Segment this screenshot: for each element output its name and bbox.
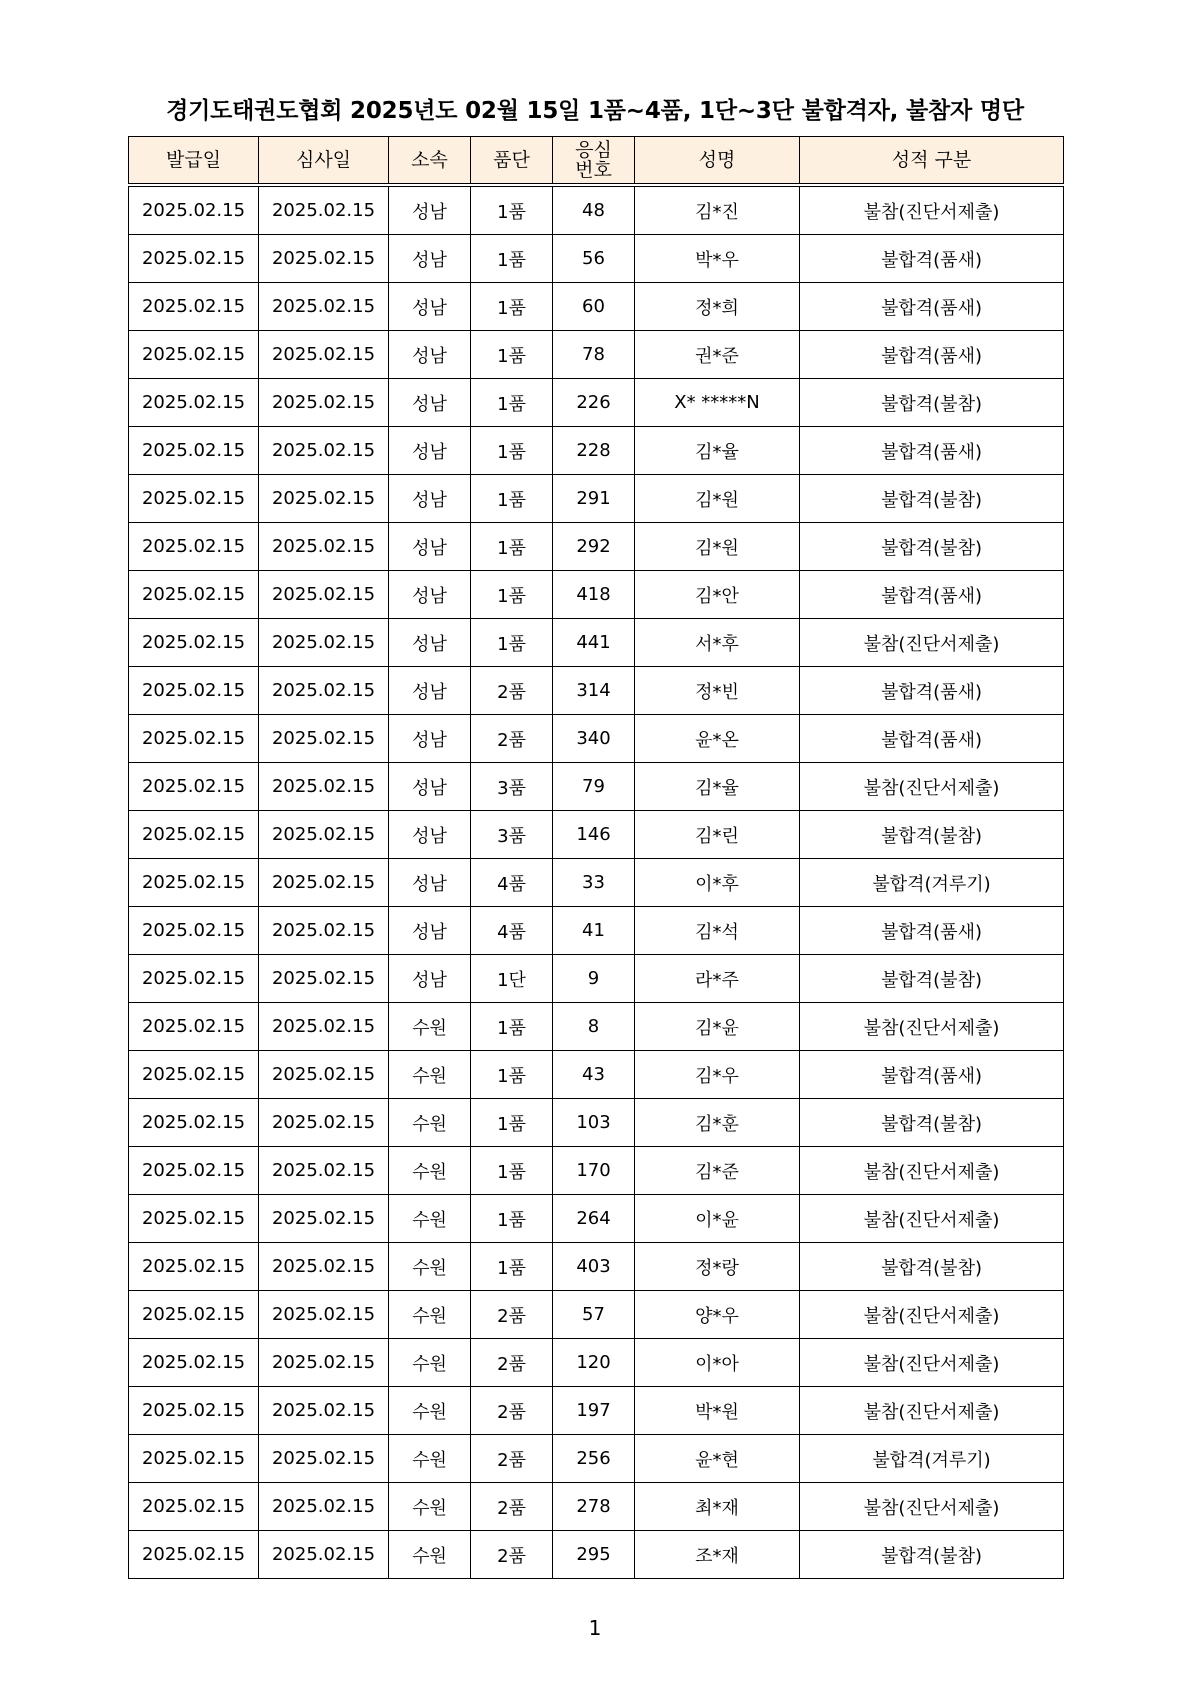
column-header-col-exam-number: 응심 번호 — [553, 137, 635, 186]
cell-rank: 2품 — [471, 1339, 553, 1387]
cell-exam-date: 2025.02.15 — [259, 763, 389, 811]
cell-affiliation: 수원 — [389, 1435, 471, 1483]
cell-result: 불합격(불참) — [800, 475, 1064, 523]
cell-issue-date: 2025.02.15 — [129, 1483, 259, 1531]
cell-issue-date: 2025.02.15 — [129, 379, 259, 427]
cell-exam-number: 48 — [553, 185, 635, 235]
cell-exam-date: 2025.02.15 — [259, 427, 389, 475]
cell-exam-date: 2025.02.15 — [259, 811, 389, 859]
cell-issue-date: 2025.02.15 — [129, 185, 259, 235]
cell-affiliation: 수원 — [389, 1483, 471, 1531]
cell-exam-date: 2025.02.15 — [259, 1195, 389, 1243]
cell-rank: 1품 — [471, 331, 553, 379]
table-row — [129, 1483, 1064, 1531]
cell-name: 이*아 — [635, 1339, 800, 1387]
cell-issue-date: 2025.02.15 — [129, 1147, 259, 1195]
cell-result: 불합격(불참) — [800, 955, 1064, 1003]
cell-issue-date: 2025.02.15 — [129, 859, 259, 907]
column-header-col-exam-date: 심사일 — [259, 137, 389, 186]
cell-exam-date: 2025.02.15 — [259, 715, 389, 763]
cell-exam-number: 60 — [553, 283, 635, 331]
cell-result: 불합격(품새) — [800, 283, 1064, 331]
cell-rank: 3품 — [471, 763, 553, 811]
cell-exam-number: 403 — [553, 1243, 635, 1291]
cell-exam-date: 2025.02.15 — [259, 1051, 389, 1099]
cell-rank: 4품 — [471, 859, 553, 907]
cell-rank: 1품 — [471, 185, 553, 235]
cell-result: 불참(진단서제출) — [800, 1147, 1064, 1195]
cell-name: 박*원 — [635, 1387, 800, 1435]
cell-rank: 1품 — [471, 379, 553, 427]
cell-exam-date: 2025.02.15 — [259, 571, 389, 619]
cell-name: 김*윤 — [635, 1003, 800, 1051]
cell-name: 양*우 — [635, 1291, 800, 1339]
cell-exam-date: 2025.02.15 — [259, 859, 389, 907]
cell-exam-number: 292 — [553, 523, 635, 571]
cell-result: 불합격(불참) — [800, 1531, 1064, 1579]
cell-affiliation: 성남 — [389, 379, 471, 427]
table-row — [129, 1099, 1064, 1147]
cell-name: 김*석 — [635, 907, 800, 955]
cell-affiliation: 성남 — [389, 859, 471, 907]
cell-exam-date: 2025.02.15 — [259, 379, 389, 427]
cell-rank: 1품 — [471, 235, 553, 283]
cell-rank: 1품 — [471, 283, 553, 331]
cell-issue-date: 2025.02.15 — [129, 571, 259, 619]
cell-issue-date: 2025.02.15 — [129, 331, 259, 379]
cell-exam-date: 2025.02.15 — [259, 1147, 389, 1195]
table-row — [129, 571, 1064, 619]
cell-affiliation: 성남 — [389, 907, 471, 955]
cell-result: 불합격(불참) — [800, 379, 1064, 427]
table-row — [129, 427, 1064, 475]
table-row — [129, 955, 1064, 1003]
cell-name: 정*희 — [635, 283, 800, 331]
cell-affiliation: 성남 — [389, 811, 471, 859]
page-number: 1 — [588, 1616, 602, 1640]
cell-exam-number: 57 — [553, 1291, 635, 1339]
cell-name: 김*훈 — [635, 1099, 800, 1147]
cell-result: 불합격(겨루기) — [800, 859, 1064, 907]
cell-affiliation: 수원 — [389, 1195, 471, 1243]
cell-exam-date: 2025.02.15 — [259, 1339, 389, 1387]
cell-result: 불합격(겨루기) — [800, 1435, 1064, 1483]
cell-affiliation: 성남 — [389, 475, 471, 523]
cell-rank: 2품 — [471, 1483, 553, 1531]
cell-affiliation: 수원 — [389, 1291, 471, 1339]
cell-affiliation: 성남 — [389, 763, 471, 811]
table-row — [129, 1339, 1064, 1387]
cell-exam-date: 2025.02.15 — [259, 1243, 389, 1291]
cell-result: 불합격(불참) — [800, 1243, 1064, 1291]
cell-result: 불참(진단서제출) — [800, 1003, 1064, 1051]
column-header-col-result: 성적 구분 — [800, 137, 1064, 186]
cell-rank: 3품 — [471, 811, 553, 859]
cell-exam-number: 256 — [553, 1435, 635, 1483]
cell-exam-number: 228 — [553, 427, 635, 475]
cell-name: X* *****N — [635, 379, 800, 427]
cell-result: 불합격(불참) — [800, 811, 1064, 859]
cell-affiliation: 수원 — [389, 1003, 471, 1051]
table-header-row — [129, 137, 1064, 186]
cell-affiliation: 성남 — [389, 427, 471, 475]
table-row — [129, 811, 1064, 859]
cell-issue-date: 2025.02.15 — [129, 619, 259, 667]
cell-result: 불합격(품새) — [800, 715, 1064, 763]
cell-exam-date: 2025.02.15 — [259, 1291, 389, 1339]
table-row — [129, 1435, 1064, 1483]
cell-exam-date: 2025.02.15 — [259, 235, 389, 283]
cell-name: 김*린 — [635, 811, 800, 859]
cell-issue-date: 2025.02.15 — [129, 1195, 259, 1243]
table-row — [129, 235, 1064, 283]
table-row — [129, 185, 1064, 235]
cell-rank: 2품 — [471, 1435, 553, 1483]
table-row — [129, 379, 1064, 427]
cell-exam-number: 197 — [553, 1387, 635, 1435]
table-row — [129, 523, 1064, 571]
cell-exam-number: 8 — [553, 1003, 635, 1051]
cell-exam-date: 2025.02.15 — [259, 283, 389, 331]
table-row — [129, 619, 1064, 667]
cell-name: 박*우 — [635, 235, 800, 283]
cell-exam-number: 264 — [553, 1195, 635, 1243]
cell-exam-number: 314 — [553, 667, 635, 715]
cell-result: 불합격(품새) — [800, 571, 1064, 619]
cell-rank: 1품 — [471, 1051, 553, 1099]
cell-result: 불합격(품새) — [800, 667, 1064, 715]
cell-result: 불합격(품새) — [800, 907, 1064, 955]
cell-rank: 2품 — [471, 715, 553, 763]
cell-exam-number: 41 — [553, 907, 635, 955]
cell-result: 불참(진단서제출) — [800, 763, 1064, 811]
table-row — [129, 859, 1064, 907]
table-row — [129, 1195, 1064, 1243]
cell-exam-number: 441 — [553, 619, 635, 667]
cell-issue-date: 2025.02.15 — [129, 1003, 259, 1051]
cell-rank: 1품 — [471, 523, 553, 571]
cell-affiliation: 성남 — [389, 283, 471, 331]
cell-name: 김*원 — [635, 475, 800, 523]
cell-name: 최*재 — [635, 1483, 800, 1531]
cell-exam-date: 2025.02.15 — [259, 1387, 389, 1435]
table-body — [129, 185, 1064, 1579]
cell-rank: 1품 — [471, 571, 553, 619]
cell-name: 라*주 — [635, 955, 800, 1003]
cell-affiliation: 성남 — [389, 235, 471, 283]
cell-exam-number: 295 — [553, 1531, 635, 1579]
cell-exam-number: 79 — [553, 763, 635, 811]
cell-exam-date: 2025.02.15 — [259, 1003, 389, 1051]
cell-name: 이*후 — [635, 859, 800, 907]
roster-table — [128, 136, 1064, 1579]
cell-exam-date: 2025.02.15 — [259, 523, 389, 571]
cell-affiliation: 수원 — [389, 1243, 471, 1291]
cell-name: 윤*현 — [635, 1435, 800, 1483]
cell-exam-date: 2025.02.15 — [259, 475, 389, 523]
cell-result: 불참(진단서제출) — [800, 1339, 1064, 1387]
cell-exam-number: 418 — [553, 571, 635, 619]
cell-issue-date: 2025.02.15 — [129, 475, 259, 523]
cell-exam-date: 2025.02.15 — [259, 1483, 389, 1531]
cell-exam-date: 2025.02.15 — [259, 1099, 389, 1147]
cell-rank: 2품 — [471, 1387, 553, 1435]
cell-exam-number: 78 — [553, 331, 635, 379]
cell-affiliation: 성남 — [389, 619, 471, 667]
cell-exam-number: 146 — [553, 811, 635, 859]
table-row — [129, 763, 1064, 811]
cell-name: 윤*온 — [635, 715, 800, 763]
cell-exam-number: 278 — [553, 1483, 635, 1531]
cell-issue-date: 2025.02.15 — [129, 235, 259, 283]
cell-issue-date: 2025.02.15 — [129, 1387, 259, 1435]
cell-exam-date: 2025.02.15 — [259, 955, 389, 1003]
cell-name: 김*안 — [635, 571, 800, 619]
cell-name: 김*율 — [635, 763, 800, 811]
cell-name: 김*우 — [635, 1051, 800, 1099]
cell-exam-date: 2025.02.15 — [259, 667, 389, 715]
table-row — [129, 1291, 1064, 1339]
cell-name: 정*빈 — [635, 667, 800, 715]
cell-exam-date: 2025.02.15 — [259, 619, 389, 667]
page-title: 경기도태권도협회 2025년도 02월 15일 1품~4품, 1단~3단 불합격자, 불참자 명단 — [166, 98, 1024, 124]
table-row — [129, 907, 1064, 955]
cell-rank: 1품 — [471, 1195, 553, 1243]
cell-affiliation: 수원 — [389, 1147, 471, 1195]
cell-exam-number: 226 — [553, 379, 635, 427]
cell-issue-date: 2025.02.15 — [129, 1291, 259, 1339]
table-row — [129, 1051, 1064, 1099]
cell-result: 불참(진단서제출) — [800, 1195, 1064, 1243]
cell-rank: 1품 — [471, 1099, 553, 1147]
cell-exam-number: 103 — [553, 1099, 635, 1147]
cell-rank: 1품 — [471, 475, 553, 523]
table-row — [129, 1243, 1064, 1291]
cell-exam-number: 56 — [553, 235, 635, 283]
cell-rank: 1품 — [471, 427, 553, 475]
cell-result: 불합격(품새) — [800, 235, 1064, 283]
cell-result: 불합격(품새) — [800, 331, 1064, 379]
cell-exam-number: 120 — [553, 1339, 635, 1387]
cell-issue-date: 2025.02.15 — [129, 763, 259, 811]
cell-issue-date: 2025.02.15 — [129, 1051, 259, 1099]
cell-rank: 2품 — [471, 1291, 553, 1339]
cell-exam-number: 9 — [553, 955, 635, 1003]
cell-exam-number: 291 — [553, 475, 635, 523]
cell-issue-date: 2025.02.15 — [129, 1099, 259, 1147]
cell-affiliation: 수원 — [389, 1387, 471, 1435]
cell-result: 불합격(불참) — [800, 1099, 1064, 1147]
cell-name: 권*준 — [635, 331, 800, 379]
cell-affiliation: 수원 — [389, 1099, 471, 1147]
cell-name: 김*진 — [635, 185, 800, 235]
cell-rank: 4품 — [471, 907, 553, 955]
cell-affiliation: 수원 — [389, 1339, 471, 1387]
cell-name: 조*재 — [635, 1531, 800, 1579]
table-row — [129, 331, 1064, 379]
cell-issue-date: 2025.02.15 — [129, 283, 259, 331]
cell-affiliation: 성남 — [389, 715, 471, 763]
cell-issue-date: 2025.02.15 — [129, 1435, 259, 1483]
cell-name: 서*후 — [635, 619, 800, 667]
cell-name: 이*윤 — [635, 1195, 800, 1243]
cell-issue-date: 2025.02.15 — [129, 715, 259, 763]
cell-rank: 1단 — [471, 955, 553, 1003]
cell-issue-date: 2025.02.15 — [129, 811, 259, 859]
table-row — [129, 667, 1064, 715]
cell-result: 불참(진단서제출) — [800, 185, 1064, 235]
cell-exam-number: 340 — [553, 715, 635, 763]
column-header-col-affiliation: 소속 — [389, 137, 471, 186]
cell-exam-number: 33 — [553, 859, 635, 907]
table-row — [129, 1531, 1064, 1579]
cell-result: 불합격(품새) — [800, 1051, 1064, 1099]
cell-affiliation: 성남 — [389, 667, 471, 715]
cell-rank: 1품 — [471, 619, 553, 667]
cell-exam-date: 2025.02.15 — [259, 185, 389, 235]
cell-rank: 1품 — [471, 1243, 553, 1291]
cell-issue-date: 2025.02.15 — [129, 907, 259, 955]
cell-result: 불참(진단서제출) — [800, 1291, 1064, 1339]
cell-result: 불합격(품새) — [800, 427, 1064, 475]
cell-result: 불참(진단서제출) — [800, 619, 1064, 667]
cell-rank: 1품 — [471, 1003, 553, 1051]
cell-exam-number: 170 — [553, 1147, 635, 1195]
table-row — [129, 1387, 1064, 1435]
cell-issue-date: 2025.02.15 — [129, 1531, 259, 1579]
cell-issue-date: 2025.02.15 — [129, 427, 259, 475]
cell-result: 불참(진단서제출) — [800, 1483, 1064, 1531]
cell-exam-number: 43 — [553, 1051, 635, 1099]
table-row — [129, 1147, 1064, 1195]
cell-affiliation: 수원 — [389, 1051, 471, 1099]
cell-issue-date: 2025.02.15 — [129, 667, 259, 715]
cell-affiliation: 성남 — [389, 185, 471, 235]
cell-name: 김*준 — [635, 1147, 800, 1195]
cell-issue-date: 2025.02.15 — [129, 1243, 259, 1291]
column-header-col-issue-date: 발급일 — [129, 137, 259, 186]
cell-exam-date: 2025.02.15 — [259, 1531, 389, 1579]
cell-rank: 1품 — [471, 1147, 553, 1195]
cell-issue-date: 2025.02.15 — [129, 955, 259, 1003]
table-row — [129, 475, 1064, 523]
cell-affiliation: 성남 — [389, 571, 471, 619]
cell-affiliation: 성남 — [389, 331, 471, 379]
cell-rank: 2품 — [471, 667, 553, 715]
cell-exam-date: 2025.02.15 — [259, 1435, 389, 1483]
table-row — [129, 283, 1064, 331]
cell-issue-date: 2025.02.15 — [129, 523, 259, 571]
cell-affiliation: 성남 — [389, 523, 471, 571]
cell-name: 김*율 — [635, 427, 800, 475]
cell-name: 김*원 — [635, 523, 800, 571]
cell-result: 불참(진단서제출) — [800, 1387, 1064, 1435]
column-header-col-name: 성명 — [635, 137, 800, 186]
cell-rank: 2품 — [471, 1531, 553, 1579]
table-row — [129, 1003, 1064, 1051]
cell-affiliation: 성남 — [389, 955, 471, 1003]
cell-affiliation: 수원 — [389, 1531, 471, 1579]
cell-exam-date: 2025.02.15 — [259, 331, 389, 379]
cell-result: 불합격(불참) — [800, 523, 1064, 571]
cell-issue-date: 2025.02.15 — [129, 1339, 259, 1387]
table-row — [129, 715, 1064, 763]
cell-exam-date: 2025.02.15 — [259, 907, 389, 955]
cell-name: 정*랑 — [635, 1243, 800, 1291]
column-header-col-rank: 품단 — [471, 137, 553, 186]
